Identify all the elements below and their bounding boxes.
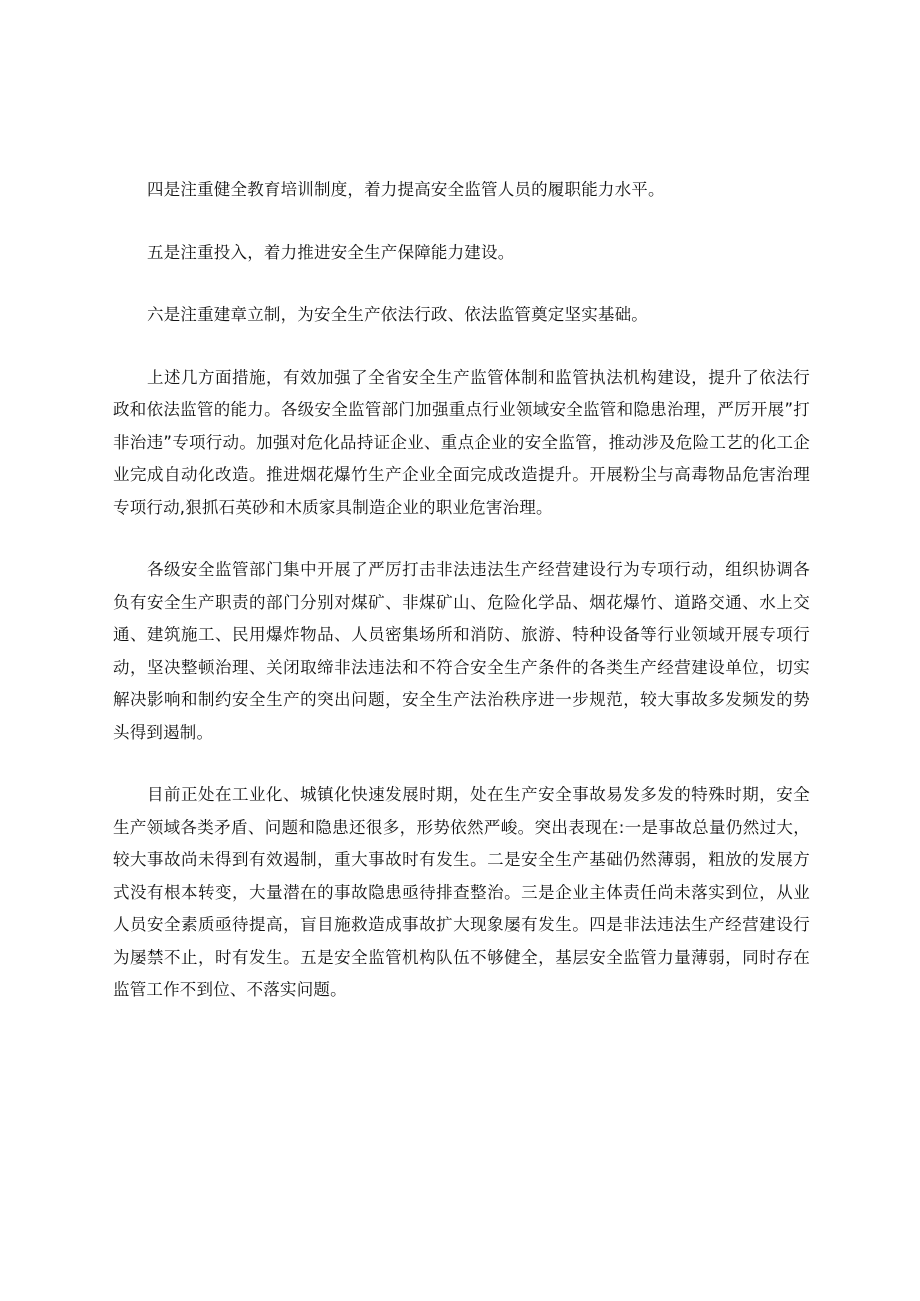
paragraph-education-training: 四是注重健全教育培训制度，着力提高安全监管人员的履职能力水平。 — [147, 180, 665, 199]
paragraph-current-situation: 目前正处在工业化、城镇化快速发展时期，处在生产安全事故易发多发的特殊时期，安全生产领域各类矛盾、问题和隐患还很多，形势依然严峻。突出表现在:一是事故总量仍然过大，较大事故尚未得到有效遏制，重大事故时有发生。二是安全生产基础仍然薄弱，粗放的发展方式没有根本转变，大量潜在的事故隐患亟待排查整治。三是企业主体责任尚未落实到位，从业人员安全素质亟待提高，盲目施救造成事故扩大现象屡有发生。四是非法违法生产经营建设行为屡禁不止，时有发生。五是安全监管机构队伍不够健全，基层安全监管力量薄弱，同时存在监管工作不到位、不落实问题。 — [113, 785, 810, 999]
paragraph-special-action: 各级安全监管部门集中开展了严厉打击非法违法生产经营建设行为专项行动，组织协调各负有安全生产职责的部门分别对煤矿、非煤矿山、危险化学品、烟花爆竹、道路交通、水上交通、建筑施工、民用爆炸物品、人员密集场所和消防、旅游、特种设备等行业领域开展专项行动，坚决整顿治理、关闭取缔非法违法和不符合安全生产条件的各类生产经营建设单位，切实解决影响和制约安全生产的突出问题，安全生产法治秩序进一步规范，较大事故多发频发的势头得到遏制。 — [113, 560, 810, 742]
paragraph-regulations: 六是注重建章立制，为安全生产依法行政、依法监管奠定坚实基础。 — [147, 305, 648, 324]
paragraph-measures-summary: 上述几方面措施，有效加强了全省安全生产监管体制和监管执法机构建设，提升了依法行政和依法监管的能力。各级安全监管部门加强重点行业领域安全监管和隐患治理，严厉开展”打非治违”专项行动。加强对危化品持证企业、重点企业的安全监管，推动涉及危险工艺的化工企业完成自动化改造。推进烟花爆竹生产企业全面完成改造提升。开展粉尘与高毒物品危害治理专项行动,狠抓石英砂和木质家具制造企业的职业危害治理。 — [113, 367, 810, 517]
paragraph-investment: 五是注重投入，着力推进安全生产保障能力建设。 — [147, 242, 515, 262]
document-body — [113, 174, 810, 1037]
